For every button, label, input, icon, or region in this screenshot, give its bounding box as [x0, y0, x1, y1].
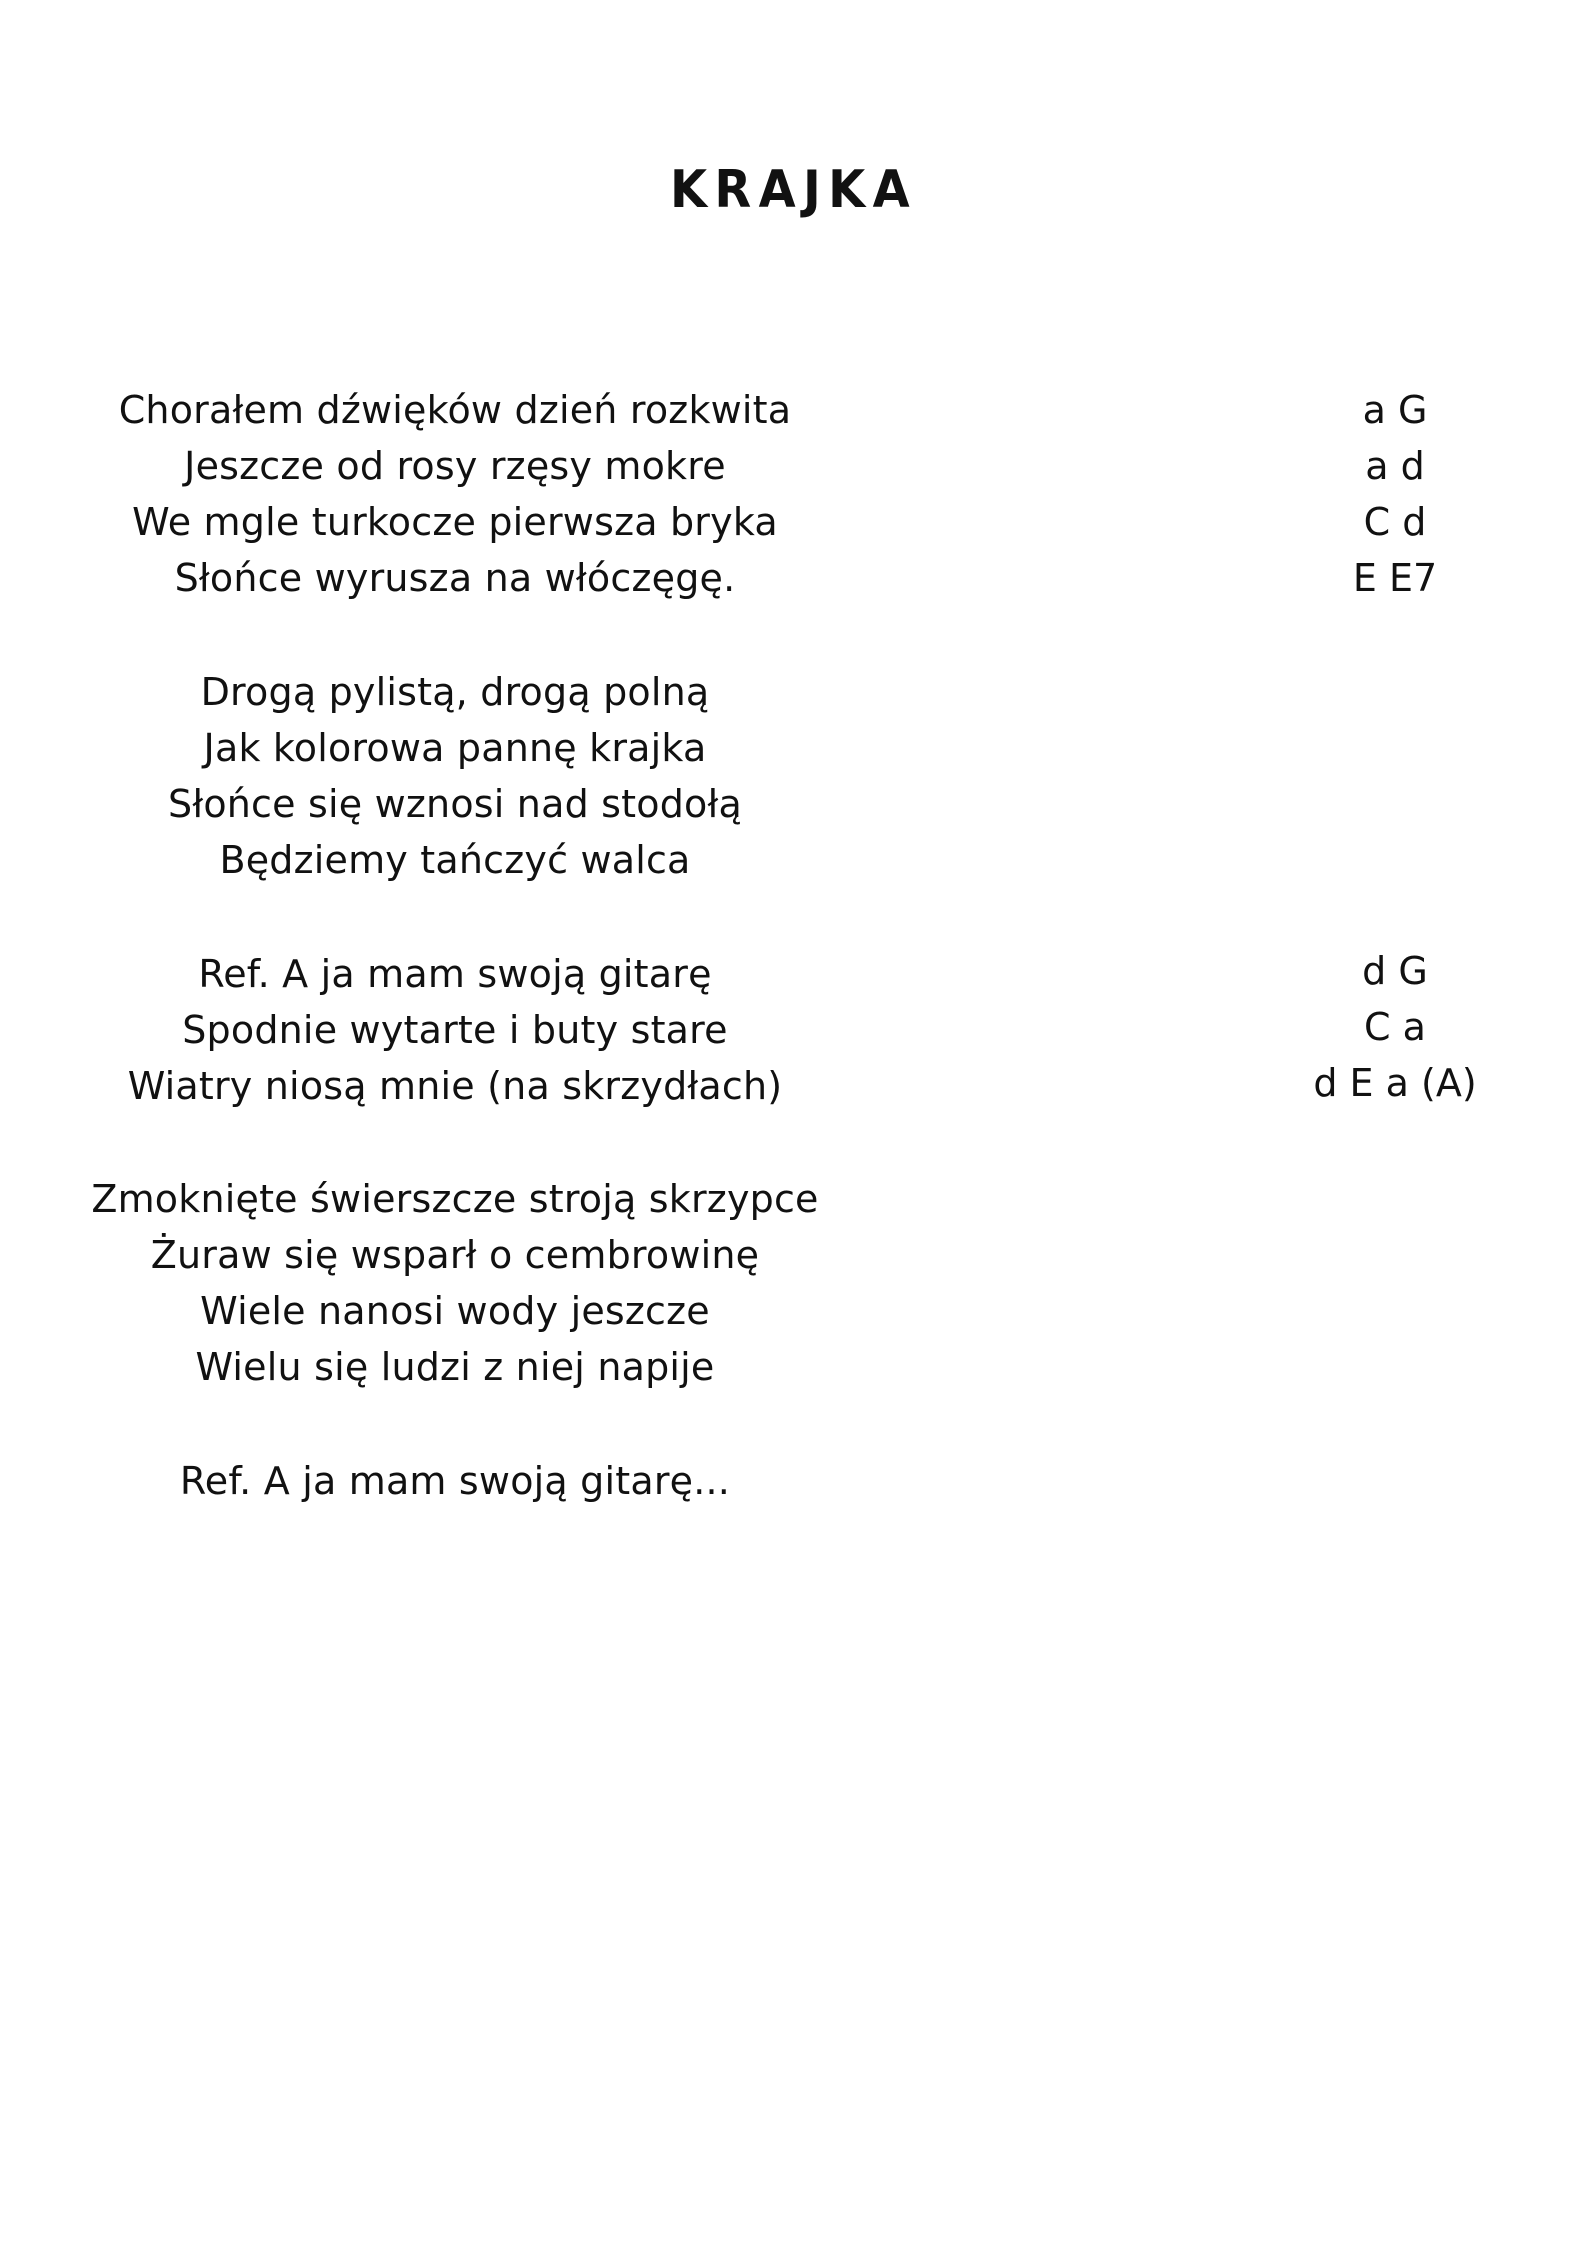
stanza-1 — [60, 382, 850, 606]
song-title: KRAJKA — [670, 160, 917, 220]
chords-stanza-1 — [1260, 382, 1530, 606]
lyric-line: Wiatry niosą mnie (na skrzydłach) — [127, 1064, 783, 1108]
lyric-line: Słońce wyrusza na włóczęgę. — [174, 556, 736, 600]
refrain — [60, 946, 850, 1114]
chords-refrain — [1260, 943, 1530, 1111]
lyric-line: Będziemy tańczyć walca — [219, 838, 691, 882]
lyric-line: Słońce się wznosi nad stodołą — [168, 782, 742, 826]
refrain-repeat — [60, 1453, 850, 1509]
lyric-line: Ref. A ja mam swoją gitarę... — [179, 1459, 731, 1503]
lyric-line: Spodnie wytarte i buty stare — [182, 1008, 728, 1052]
stanza-2 — [60, 664, 850, 888]
chord-line: a G — [1362, 388, 1428, 432]
lyric-line: We mgle turkocze pierwsza bryka — [132, 500, 778, 544]
chord-line: a d — [1365, 444, 1425, 488]
lyric-line: Chorałem dźwięków dzień rozkwita — [118, 388, 792, 432]
chord-line: C d — [1363, 500, 1427, 544]
lyric-line: Jeszcze od rosy rzęsy mokre — [184, 444, 726, 488]
lyric-line: Drogą pylistą, drogą polną — [200, 670, 710, 714]
lyric-line: Wielu się ludzi z niej napije — [195, 1345, 715, 1389]
lyric-line: Jak kolorowa pannę krajka — [203, 726, 707, 770]
chord-line: d G — [1362, 949, 1428, 993]
lyric-line: Ref. A ja mam swoją gitarę — [198, 952, 712, 996]
stanza-4 — [60, 1171, 850, 1395]
lyric-line: Żuraw się wsparł o cembrowinę — [150, 1233, 760, 1277]
chord-line: E E7 — [1352, 556, 1438, 600]
lyric-line: Wiele nanosi wody jeszcze — [200, 1289, 710, 1333]
lyric-line: Zmoknięte świerszcze stroją skrzypce — [91, 1177, 819, 1221]
chord-line: d E a (A) — [1313, 1061, 1477, 1105]
chord-line: C a — [1364, 1005, 1426, 1049]
